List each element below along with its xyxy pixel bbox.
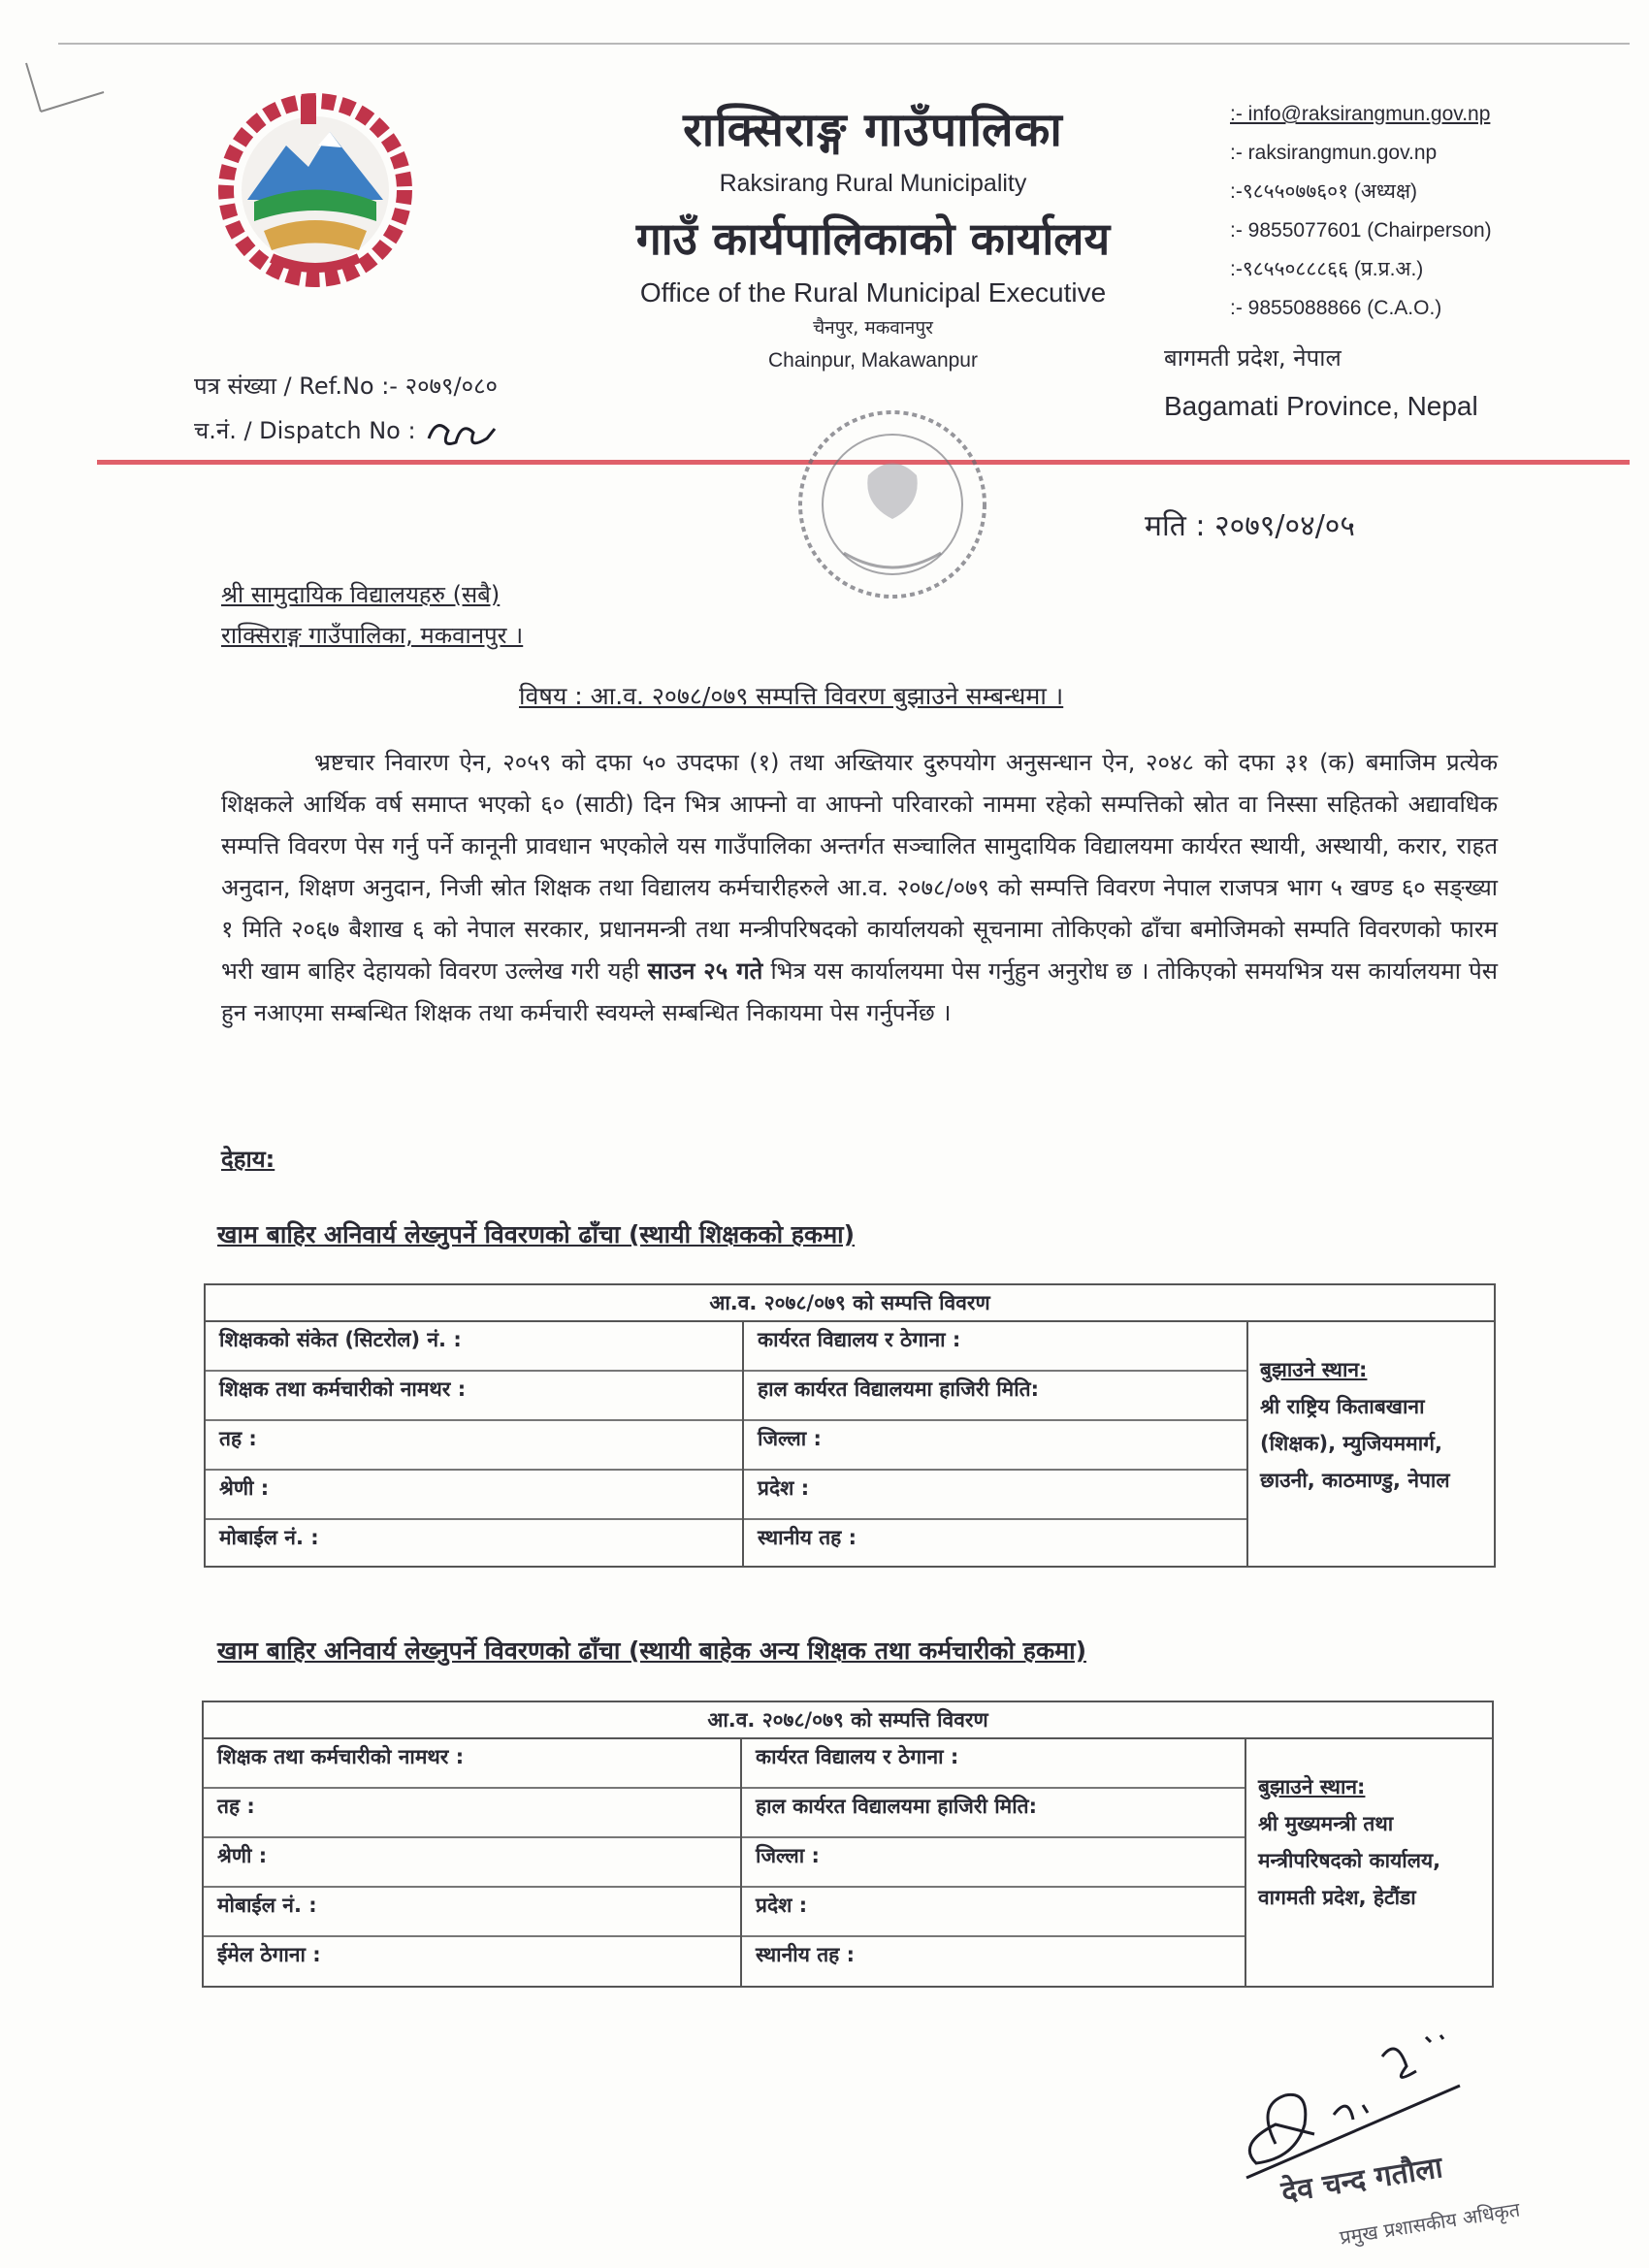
form1-heading: खाम बाहिर अनिवार्य लेख्नुपर्ने विवरणको ढाँचा (स्थायी शिक्षकको हकमा) bbox=[217, 1220, 856, 1248]
form1-field: शिक्षकको संकेत (सिटरोल) नं. : bbox=[206, 1322, 742, 1372]
nepal-emblem-icon bbox=[194, 85, 436, 289]
form1-field: जिल्ला : bbox=[744, 1421, 1246, 1471]
form2-field: जिल्ला : bbox=[742, 1838, 1245, 1888]
form2-field: मोबाईल नं. : bbox=[204, 1888, 740, 1937]
signatory-name: देव चन्द गतौला bbox=[1278, 2151, 1445, 2210]
form2-middle-column bbox=[742, 1739, 1246, 1986]
ref-number: पत्र संख्या / Ref.No :- २०७९/०८० bbox=[194, 373, 499, 400]
body-part-2: भित्र यस कार्यालयमा पेस गर्नुहुन अनुरोध छ । तोकिएको समयभित्र यस कार्यालयमा पेस हुन नआएमा सम्बन्धित शिक्षक तथा कर्मचारी स्वयम्ले सम्बन्धित निकायमा पेस गर्नुपर्नेछ । bbox=[221, 957, 1498, 1026]
scan-edge-line bbox=[58, 43, 1630, 45]
form1-place-value: श्री राष्ट्रिय किताबखाना (शिक्षक), म्युजियममार्ग, छाउनी, काठमाण्डु, नेपाल bbox=[1260, 1395, 1450, 1492]
scan-scratch-mark bbox=[21, 58, 109, 116]
body-paragraph bbox=[221, 742, 1498, 1034]
place-ne: चैनपुर, मकवानपुर bbox=[813, 317, 933, 339]
form2-heading: खाम बाहिर अनिवार्य लेख्नुपर्ने विवरणको ढाँचा (स्थायी बाहेक अन्य शिक्षक तथा कर्मचारीको हकमा) bbox=[217, 1636, 1086, 1665]
phone-chair-ne: :-९८५५०७७६०१ (अध्यक्ष) bbox=[1230, 180, 1418, 203]
form2-table bbox=[202, 1701, 1494, 1988]
handwritten-dispatch-icon bbox=[423, 409, 501, 454]
form1-field: मोबाईल नं. : bbox=[219, 1526, 319, 1549]
office-title-en: Office of the Rural Municipal Executive bbox=[639, 277, 1107, 308]
office-title-ne: गाउँ कार्यपालिकाको कार्यालय bbox=[635, 212, 1111, 265]
form1-field: तह : bbox=[206, 1421, 742, 1471]
form1-field: हाल कार्यरत विद्यालयमा हाजिरी मिति: bbox=[744, 1372, 1246, 1421]
form1-left-column bbox=[206, 1322, 744, 1566]
form2-submission-place bbox=[1246, 1739, 1492, 1986]
form2-field: हाल कार्यरत विद्यालयमा हाजिरी मिति: bbox=[742, 1789, 1245, 1838]
reference-block bbox=[194, 364, 501, 453]
form1-field: कार्यरत विद्यालय र ठेगाना : bbox=[744, 1322, 1246, 1372]
addressee-line-2: राक्सिराङ्ग गाउँपालिका, मकवानपुर । bbox=[221, 622, 524, 649]
form1-place-label: बुझाउने स्थान: bbox=[1260, 1358, 1368, 1381]
body-deadline: साउन २५ गते bbox=[647, 957, 763, 985]
form2-field: शिक्षक तथा कर्मचारीको नामथर : bbox=[204, 1739, 740, 1789]
province-ne: बागमती प्रदेश, नेपाल bbox=[1164, 344, 1342, 372]
municipality-title-ne: राक्सिराङ्ग गाउँपालिका bbox=[683, 103, 1063, 157]
dispatch-label: च.नं. / Dispatch No : bbox=[194, 417, 416, 444]
form2-field: श्रेणी : bbox=[204, 1838, 740, 1888]
letter-date: मति : २०७९/०४/०५ bbox=[1145, 509, 1356, 543]
phone-chair-en: :- 9855077601 (Chairperson) bbox=[1230, 219, 1492, 242]
form1-field: शिक्षक तथा कर्मचारीको नामथर : bbox=[206, 1372, 742, 1421]
form2-field: ईमेल ठेगाना : bbox=[217, 1943, 321, 1966]
form2-left-column bbox=[204, 1739, 742, 1986]
email-link[interactable]: :- info@raksirangmun.gov.np bbox=[1230, 103, 1491, 125]
form1-field: स्थानीय तह : bbox=[758, 1526, 857, 1549]
form1-middle-column bbox=[744, 1322, 1248, 1566]
municipality-title-en: Raksirang Rural Municipality bbox=[719, 170, 1027, 197]
form2-field: तह : bbox=[204, 1789, 740, 1838]
signatory-title: प्रमुख प्रशासकीय अधिकृत bbox=[1338, 2197, 1522, 2250]
dispatch-number bbox=[194, 408, 501, 453]
form2-field: कार्यरत विद्यालय र ठेगाना : bbox=[742, 1739, 1245, 1789]
form2-field: स्थानीय तह : bbox=[756, 1943, 856, 1966]
phone-cao-ne: :-९८५५०८८८६६ (प्र.प्र.अ.) bbox=[1230, 258, 1424, 280]
form2-caption: आ.व. २०७८/०७९ को सम्पत्ति विवरण bbox=[204, 1702, 1492, 1739]
addressee-line-1: श्री सामुदायिक विद्यालयहरु (सबै) bbox=[221, 581, 501, 608]
province-en: Bagamati Province, Nepal bbox=[1164, 391, 1478, 421]
subject-line: विषय : आ.व. २०७८/०७९ सम्पत्ति विवरण बुझाउने सम्बन्धमा । bbox=[519, 682, 1064, 710]
form2-place-value: श्री मुख्यमन्त्री तथा मन्त्रीपरिषदको कार्यालय, वागमती प्रदेश, हेटौंडा bbox=[1258, 1812, 1441, 1909]
body-part-1: भ्रष्टचार निवारण ऐन, २०५९ को दफा ५० उपदफा (१) तथा अख्तियार दुरुपयोग अनुसन्धान ऐन, २०४८ को दफा ३१ (क) बमाजिम प्रत्येक शिक्षकले आर्थिक वर्ष समाप्त भएको ६० (साठी) दिन भित्र आफ्नो वा आफ्नो परिवारको नाममा रहेको सम्पत्तिको स्रोत वा निस्सा सहितको अद्यावधिक सम्पत्ति विवरण पेस गर्नु पर्ने कानूनी प्रावधान भएकोले यस गाउँपालिका अन्तर्गत सञ्चालित सामुदायिक विद्यालयमा कार्यरत स्थायी, अस्थायी, करार, राहत अनुदान, शिक्षण अनुदान, निजी स्रोत शिक्षक तथा विद्यालय कर्मचारीहरुले आ.व. २०७८/०७९ को सम्पत्ति विवरण नेपाल राजपत्र भाग ५ खण्ड ६० सङ्ख्या १ मिति २०६७ बैशाख ६ को नेपाल सरकार, प्रधानमन्त्री तथा मन्त्रीपरिषदको कार्यालयको सूचनामा तोकिएको ढाँचा बमोजिमको सम्पति विवरणको फारम भरी खाम बाहिर देहायको विवरण उल्लेख गरी यही bbox=[221, 749, 1498, 985]
header-center bbox=[543, 97, 1203, 373]
addressee-block bbox=[221, 574, 523, 656]
contact-block bbox=[1230, 95, 1628, 328]
form2-field: प्रदेश : bbox=[742, 1888, 1245, 1937]
phone-cao-en: :- 9855088866 (C.A.O.) bbox=[1230, 297, 1442, 319]
province-block bbox=[1164, 341, 1571, 422]
form1-submission-place bbox=[1248, 1322, 1494, 1566]
form1-caption: आ.व. २०७८/०७९ को सम्पत्ति विवरण bbox=[206, 1285, 1494, 1322]
office-stamp-icon bbox=[776, 383, 1009, 626]
form1-field: प्रदेश : bbox=[744, 1471, 1246, 1520]
form2-place-label: बुझाउने स्थान: bbox=[1258, 1775, 1366, 1798]
dehay-label: देहाय: bbox=[221, 1146, 275, 1173]
form1-field: श्रेणी : bbox=[206, 1471, 742, 1520]
form1-table bbox=[204, 1283, 1496, 1568]
website-link[interactable]: :- raksirangmun.gov.np bbox=[1230, 142, 1438, 164]
place-en: Chainpur, Makawanpur bbox=[768, 349, 978, 372]
